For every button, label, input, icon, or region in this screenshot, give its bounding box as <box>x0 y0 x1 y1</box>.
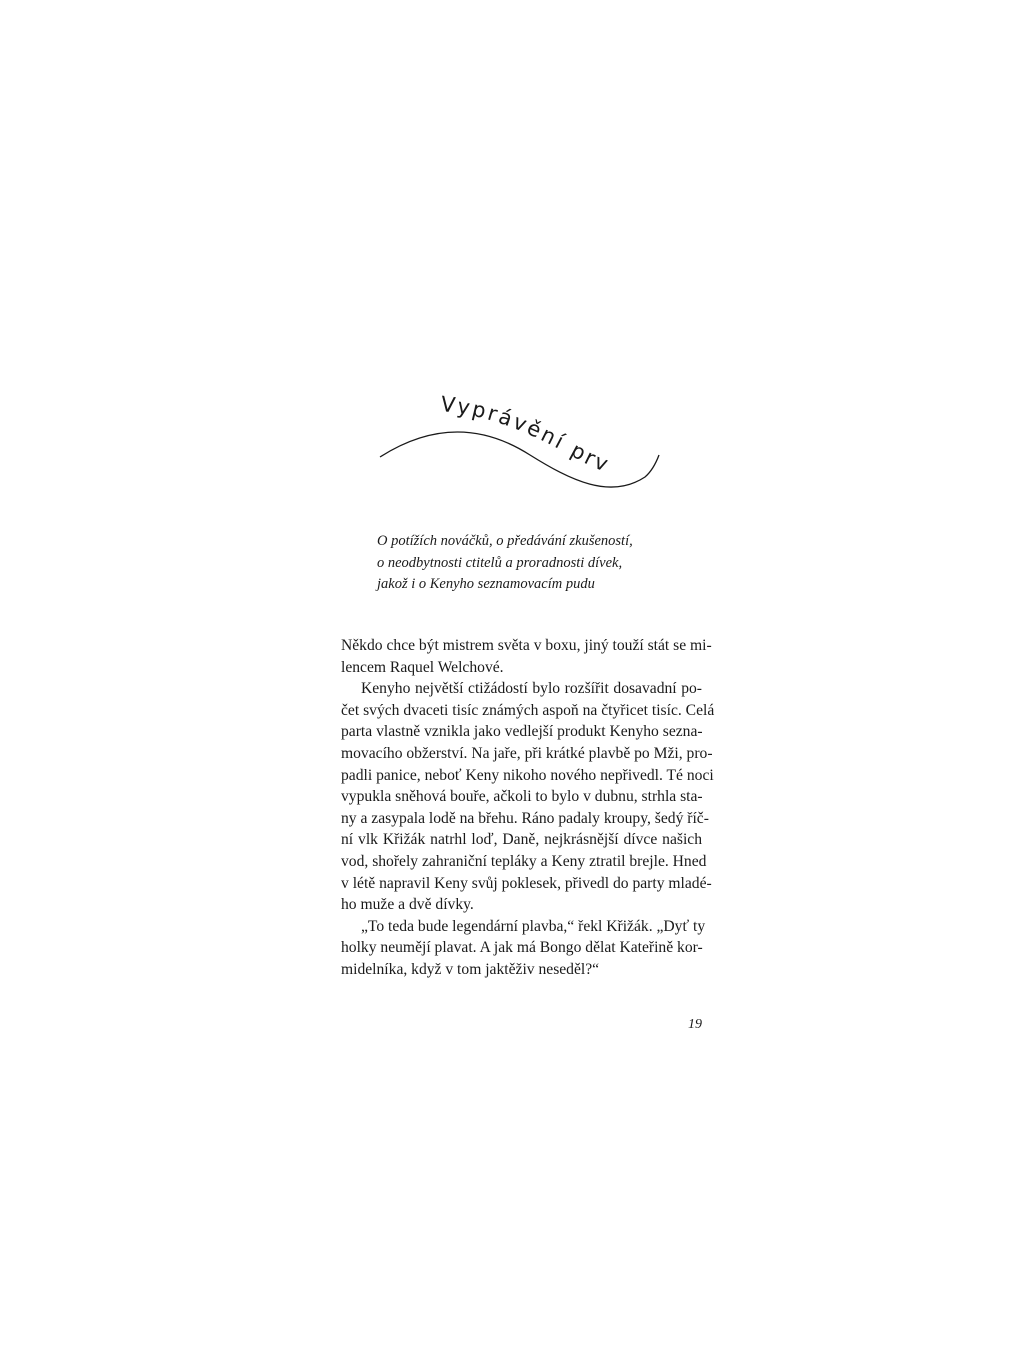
text-line: ní vlk Křižák natrhl loď, Daně, nejkrásnější dívce našich <box>341 831 702 849</box>
subtitle-line: O potížích nováčků, o předávání zkušeností, <box>377 533 633 549</box>
chapter-title: Vyprávění první <box>362 366 614 478</box>
text-line: ny a zasypala lodě na břehu. Ráno padaly kroupy, šedý říč- <box>341 809 709 827</box>
text-line: movacího obžerství. Na jaře, při krátké plavbě po Mži, pro- <box>341 744 713 762</box>
text-line: vypukla sněhová bouře, ačkoli to bylo v dubnu, strhla sta- <box>341 788 703 806</box>
page-number: 19 <box>688 1017 702 1032</box>
text-line: parta vlastně vznikla jako vedlejší produkt Kenyho sezna- <box>341 723 703 741</box>
chapter-subtitle <box>377 531 677 596</box>
subtitle-line: jakož i o Kenyho seznamovacím pudu <box>377 576 595 592</box>
body-text <box>341 635 715 981</box>
text-line: ho muže a dvě dívky. <box>341 896 474 914</box>
text-line: „To teda bude legendární plavba,“ řekl Křižák. „Dyť ty <box>361 917 706 935</box>
wave-line <box>380 432 659 487</box>
text-line: padli panice, neboť Keny nikoho nového nepřivedl. Té noci <box>341 766 714 784</box>
text-line: čet svých dvaceti tisíc známých aspoň na čtyřicet tisíc. Celá <box>341 701 715 719</box>
text-line: Kenyho největší ctižádostí bylo rozšířit dosavadní po- <box>361 680 702 698</box>
text-line: v létě napravil Keny svůj poklesek, přivedl do party mladé- <box>341 874 712 892</box>
text-line: holky neumějí plavat. A jak má Bongo dělat Kateřině kor- <box>341 939 703 957</box>
text-line: vod, shořely zahraniční tepláky a Keny ztratil brejle. Hned <box>341 852 707 870</box>
text-line: midelníka, když v tom jaktěživ neseděl?“ <box>341 960 600 978</box>
text-line: Někdo chce být mistrem světa v boxu, jiný touží stát se mi- <box>341 637 712 654</box>
text-line: lencem Raquel Welchové. <box>341 658 504 676</box>
subtitle-line: o neodbytnosti ctitelů a proradnosti dívek, <box>377 554 623 571</box>
chapter-title-wave <box>362 366 670 505</box>
